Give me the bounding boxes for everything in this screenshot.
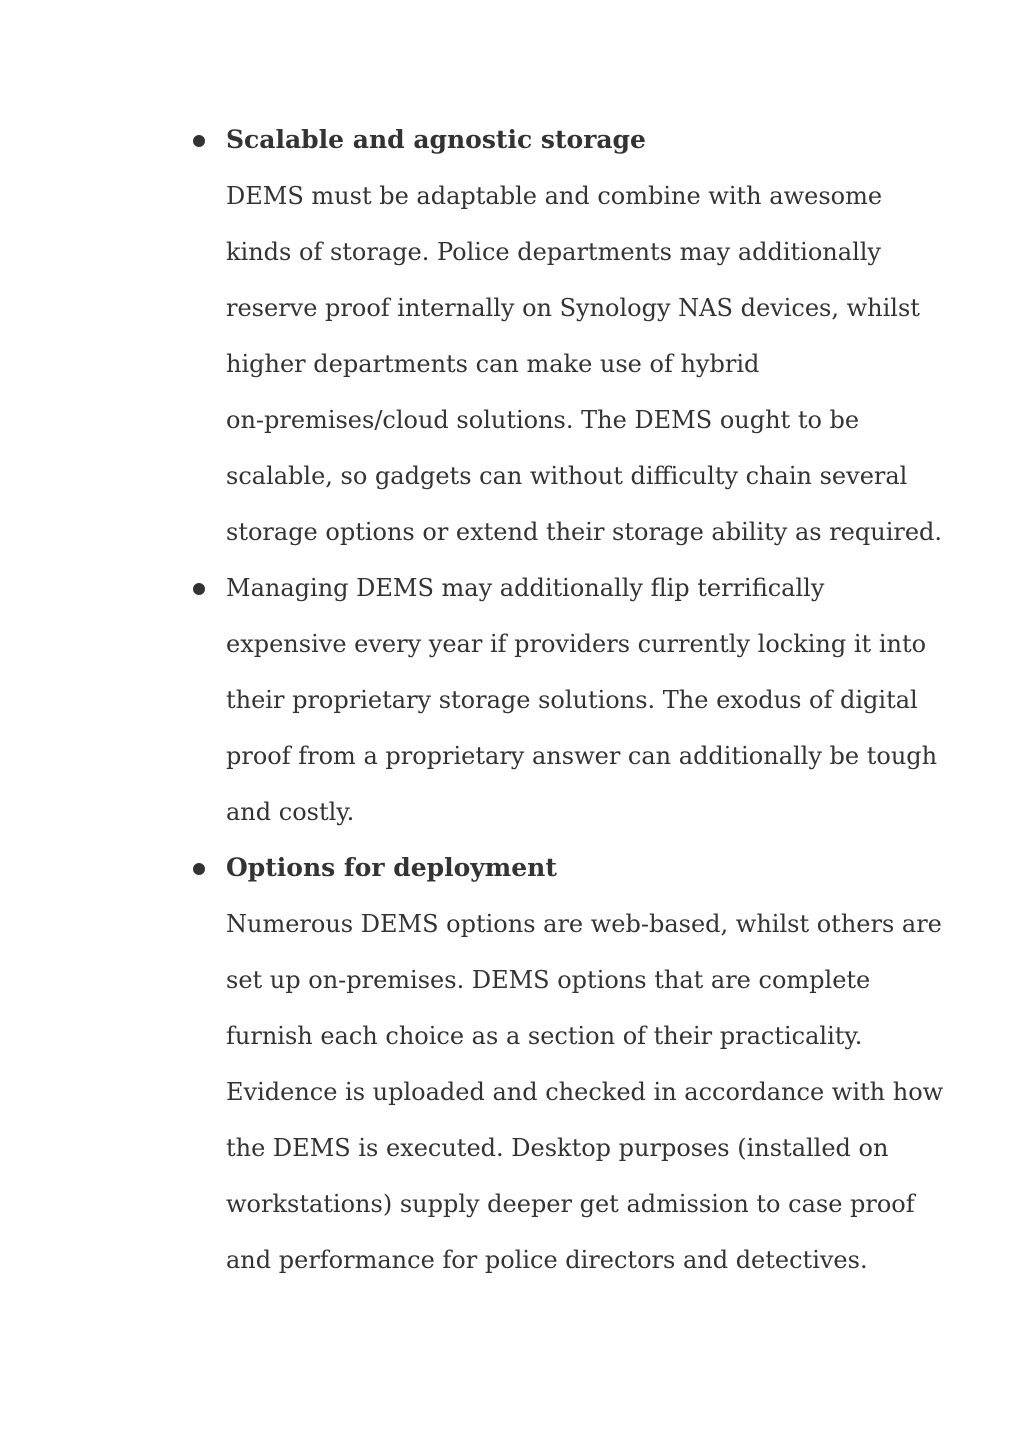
bullet-icon	[193, 583, 205, 595]
list-item-scalable-storage	[190, 112, 943, 560]
text-line: on-premises/cloud solutions. The DEMS ought to be	[226, 406, 860, 434]
text-line: Evidence is uploaded and checked in accordance with how	[226, 1078, 944, 1106]
text-line: kinds of storage. Police departments may additionally	[226, 238, 881, 266]
text-line: reserve proof internally on Synology NAS devices, whilst	[226, 294, 920, 322]
text-line: the DEMS is executed. Desktop purposes (installed on	[226, 1134, 889, 1162]
item-body	[226, 896, 944, 1288]
bullet-icon	[193, 863, 205, 875]
text-line: workstations) supply deeper get admission to case proof	[226, 1190, 915, 1218]
item-heading: Scalable and agnostic storage	[226, 125, 646, 154]
item-body	[226, 168, 943, 560]
text-line: storage options or extend their storage ability as required.	[226, 518, 943, 546]
bullet-icon	[193, 135, 205, 147]
list-item-managing-dems	[190, 560, 938, 840]
text-line: expensive every year if providers currently locking it into	[226, 630, 927, 658]
text-line: DEMS must be adaptable and combine with awesome	[226, 182, 883, 210]
text-line: Numerous DEMS options are web-based, whilst others are	[226, 910, 942, 938]
text-line: Managing DEMS may additionally flip terrifically	[226, 574, 825, 602]
text-line: higher departments can make use of hybrid	[226, 350, 760, 378]
text-line: proof from a proprietary answer can additionally be tough	[226, 742, 938, 770]
text-line: set up on-premises. DEMS options that are complete	[226, 966, 871, 994]
list-item-deployment-options	[190, 840, 944, 1288]
text-line: scalable, so gadgets can without difficulty chain several	[226, 462, 908, 490]
text-line: their proprietary storage solutions. The exodus of digital	[226, 686, 918, 714]
item-body	[226, 560, 938, 840]
text-line: and costly.	[226, 798, 355, 826]
item-heading: Options for deployment	[226, 853, 557, 882]
text-line: and performance for police directors and detectives.	[226, 1246, 868, 1274]
bullet-list	[190, 112, 944, 1288]
text-line: furnish each choice as a section of their practicality.	[226, 1022, 863, 1050]
